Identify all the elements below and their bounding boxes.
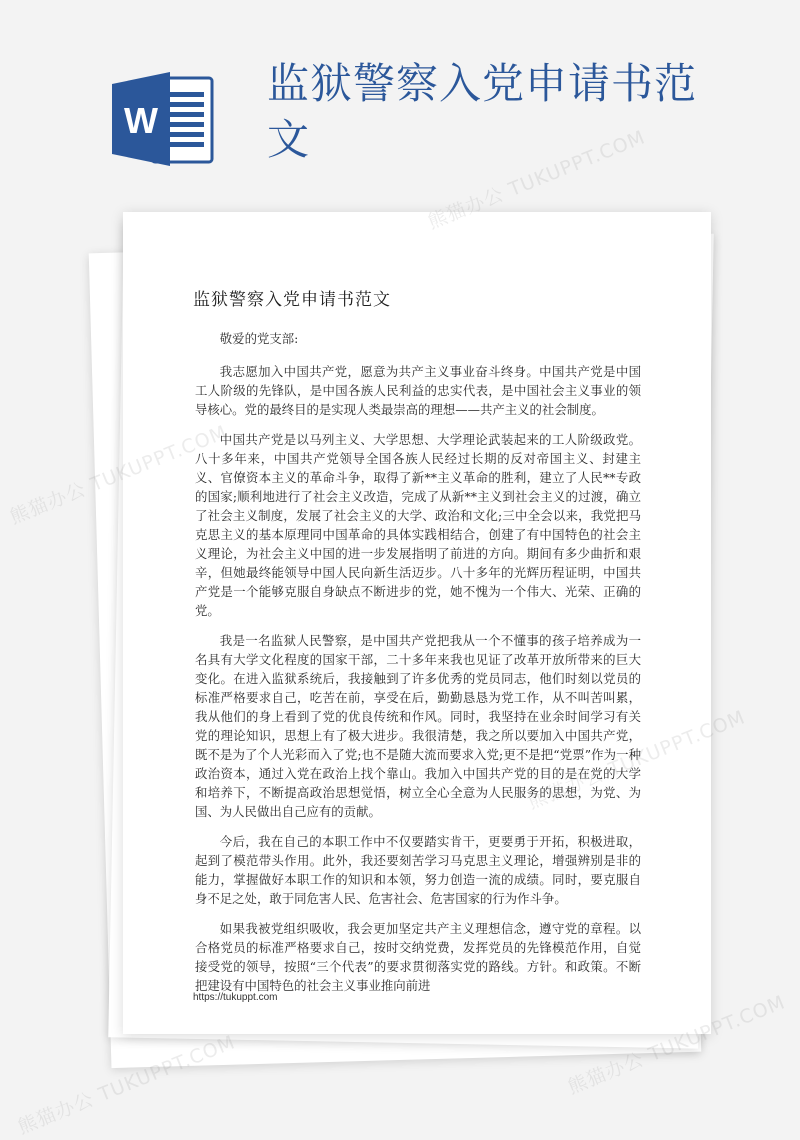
word-logo-letter: W [124, 100, 158, 141]
document-footer-url: https://tukuppt.com [193, 992, 278, 1003]
document-salutation: 敬爱的党支部: [219, 331, 299, 346]
document-paragraph: 我是一名监狱人民警察，是中国共产党把我从一个不懂事的孩子培养成为一名具有大学文化程度的国家干部，二十多年来我也见证了改革开放所带来的巨大变化。在进入监狱系统后，我接触到了许多优秀的党员同志，他们时刻以党员的标准严格要求自己，吃苦在前，享受在后，勤勤恳恳为党工作，从不叫苦叫累，我从他们的身上看到了党的优良传统和作风。同时，我坚持在业余时间学习有关党的理论知识，思想上有了极大进步。我很清楚，我之所以要加入中国共产党，既不是为了个人光彩而入了党;也不是随大流而要求入党;更不是把“党票”作为一种政治资本，通过入党在政治上找个靠山。我加入中国共产党的目的是在党的大学和培养下，不断提高政治思想觉悟，树立全心全意为人民服务的思想，为党、为国、为人民做出自己应有的贡献。 [195, 633, 641, 819]
watermark: 熊猫办公 [6, 478, 90, 529]
document-paragraph: 如果我被党组织吸收，我会更加坚定共产主义理想信念，遵守党的章程。以合格党员的标准严格要求自己，按时交纳党费，发挥党员的先锋模范作用，自觉接受党的领导，按照“三个代表”的要求贯彻落实党的路线。方针。和政策。不断把建设有中国特色的社会主义事业推向前进 [195, 921, 641, 993]
document-page [123, 212, 711, 1034]
word-logo-icon [112, 70, 216, 168]
document-paragraph: 中国共产党是以马列主义、大学思想、大学理论武装起来的工人阶级政党。八十多年来，中国共产党领导全国各族人民经过长期的反对帝国主义、封建主义、官僚资本主义的革命斗争，取得了新**主义革命的胜利，建立了人民**专政的国家;顺利地进行了社会主义改造，完成了从新**主义到社会主义的过渡，确立了社会主义制度，发展了社会主义的大学、政治和文化;三中全会以来，我党把马克思主义的基本原理同中国革命的具体实践相结合，创建了有中国特色的社会主义理论，为社会主义中国的进一步发展指明了前进的方向。期间有多少曲折和艰辛，但她最终能领导中国人民向新生活迈步。八十多年的光辉历程证明，中国共产党是一个能够克服自身缺点不断进步的党，她不愧为一个伟大、光荣、正确的党。 [195, 432, 641, 618]
header-title: 监狱警察入党申请书范文 [267, 59, 698, 164]
watermark: 熊猫办公 TUKUPPT.COM [564, 991, 789, 1099]
watermark: 熊猫办公 TUKUPPT.COM [14, 1031, 239, 1139]
document-paragraph: 我志愿加入中国共产党，愿意为共产主义事业奋斗终身。中国共产党是中国工人阶级的先锋队，是中国各族人民利益的忠实代表，是中国社会主义事业的领导核心。党的最终目的是实现人类最崇高的理想——共产主义的社会制度。 [195, 364, 641, 417]
document-paragraph: 今后，我在自己的本职工作中不仅要踏实肯干，更要勇于开拓，积极进取，起到了模范带头作用。此外，我还要刻苦学习马克思主义理论，增强辨别是非的能力，掌握做好本职工作的知识和本领，努力创造一流的成绩。同时，要克服自身不足之处，敢于同危害人民、危害社会、危害国家的行为作斗争。 [195, 834, 641, 906]
document-body [195, 329, 641, 1006]
watermark: 熊猫办公 TUKUPPT.COM [424, 126, 649, 234]
document-title: 监狱警察入党申请书范文 [193, 290, 391, 310]
